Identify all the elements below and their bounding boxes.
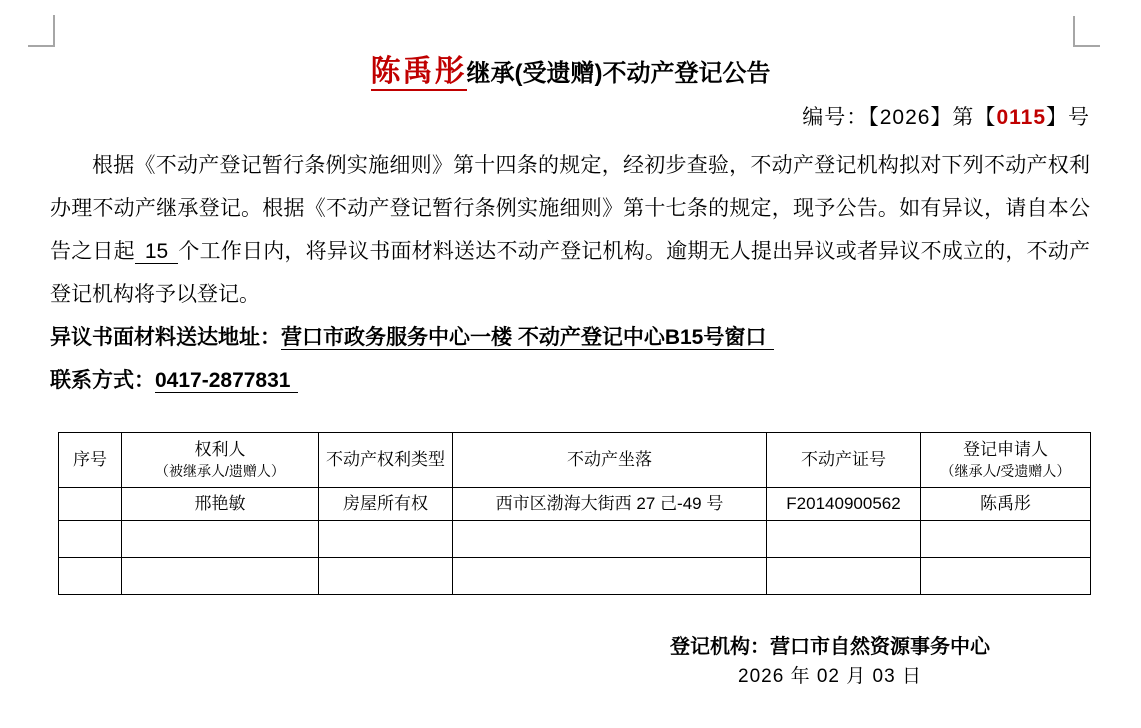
document-body bbox=[50, 144, 1090, 402]
document-number-prefix: 编号：【2026】第【 bbox=[802, 106, 997, 129]
header-applicant bbox=[921, 433, 1091, 488]
cell-certificate-number: F20140900562 bbox=[767, 488, 921, 521]
title-applicant-name: 陈禹彤 bbox=[371, 55, 467, 91]
cell-applicant bbox=[921, 521, 1091, 558]
cell-right-holder bbox=[122, 558, 319, 595]
document-footer bbox=[600, 632, 1060, 692]
cell-serial-number bbox=[59, 521, 122, 558]
header-right-type bbox=[319, 433, 453, 488]
cell-right-holder bbox=[122, 521, 319, 558]
cell-property-location bbox=[453, 558, 767, 595]
table-row bbox=[59, 488, 1091, 521]
contact-line bbox=[50, 359, 1090, 402]
header-serial-number bbox=[59, 433, 122, 488]
objection-days-value: 15 bbox=[135, 240, 178, 264]
cell-property-location bbox=[453, 521, 767, 558]
header-label: 不动产坐落 bbox=[567, 449, 652, 469]
header-sublabel: （继承人/受遗赠人） bbox=[940, 463, 1071, 480]
objection-address-value: 营口市政务服务中心一楼 不动产登记中心B15号窗口 bbox=[281, 326, 774, 350]
cell-serial-number bbox=[59, 488, 122, 521]
header-sublabel: （被继承人/遗赠人） bbox=[155, 463, 285, 480]
header-right-holder bbox=[122, 433, 319, 488]
cell-property-location: 西市区渤海大街西 27 己-49 号 bbox=[453, 488, 767, 521]
title-notice-text: 继承(受遗赠)不动产登记公告 bbox=[466, 60, 771, 87]
table-row-empty bbox=[59, 558, 1091, 595]
header-property-location bbox=[453, 433, 767, 488]
header-label: 登记申请人 bbox=[963, 440, 1048, 460]
cell-right-holder: 邢艳敏 bbox=[122, 488, 319, 521]
cell-certificate-number bbox=[767, 521, 921, 558]
header-certificate-number bbox=[767, 433, 921, 488]
document-date-line: 2026 年 02 月 03 日 bbox=[738, 666, 922, 687]
table-row-empty bbox=[59, 521, 1091, 558]
table-header-row bbox=[59, 433, 1091, 488]
header-label: 权利人 bbox=[194, 440, 246, 460]
cell-right-type bbox=[319, 558, 453, 595]
contact-phone-value: 0417-2877831 bbox=[155, 369, 298, 393]
page-margin-corner-mark-top-left bbox=[28, 15, 55, 47]
cell-right-type: 房屋所有权 bbox=[319, 488, 453, 521]
document-number-value: 0115 bbox=[996, 106, 1046, 129]
document-number-suffix: 】号 bbox=[1046, 106, 1090, 129]
registration-authority-line: 登记机构：营口市自然资源事务中心 bbox=[670, 636, 990, 658]
page-margin-corner-mark-top-right bbox=[1073, 16, 1100, 47]
registration-table bbox=[58, 432, 1091, 595]
cell-certificate-number bbox=[767, 558, 921, 595]
cell-serial-number bbox=[59, 558, 122, 595]
notice-paragraph bbox=[50, 144, 1090, 316]
header-label: 序号 bbox=[73, 449, 107, 469]
paragraph-text-after-days: 个工作日内，将异议书面材料送达不动产登记机构。逾期无人提出异议或者异议不成立的，不动产登记机构将予以登记。 bbox=[50, 240, 1091, 306]
cell-right-type bbox=[319, 521, 453, 558]
objection-address-line bbox=[50, 316, 1090, 359]
contact-label: 联系方式： bbox=[50, 369, 155, 392]
cell-applicant: 陈禹彤 bbox=[921, 488, 1091, 521]
objection-address-label: 异议书面材料送达地址： bbox=[50, 326, 281, 349]
document-title bbox=[0, 46, 1141, 90]
header-label: 不动产权利类型 bbox=[326, 449, 445, 469]
cell-applicant bbox=[921, 558, 1091, 595]
document-number-line bbox=[802, 101, 1090, 131]
paragraph-text-before-days: 根据《不动产登记暂行条例实施细则》第十四条的规定，经初步查验，不动产登记机构拟对下列不动产权利办理不动产继承登记。根据《不动产登记暂行条例实施细则》第十七条的规定，现予公告。如有异议，请自本公告之日起 bbox=[50, 154, 1090, 263]
header-label: 不动产证号 bbox=[801, 449, 886, 469]
